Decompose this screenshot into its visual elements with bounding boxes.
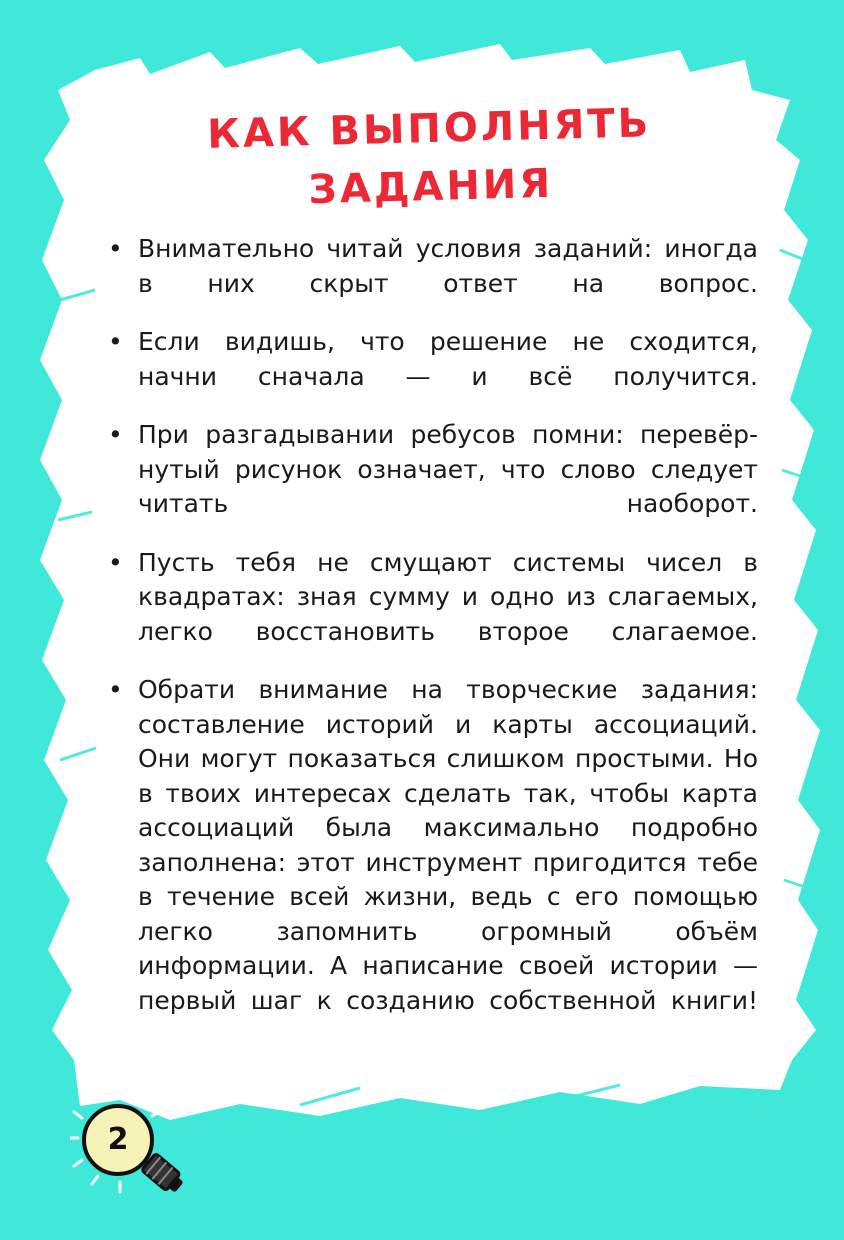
bullet-icon: • [108,675,123,704]
rule-text: Пусть тебя не смущают системы чисел в квадратах: зная сумму и одно из слагаемых, легко восстановить второе слагаемое. [138,547,758,646]
list-item [98,232,758,301]
rule-text: При разгадывании ребусов помни: перевёрнутый рисунок означает, что слово следует читать наоборот. [138,420,758,518]
list-item [98,673,758,1018]
page-title [149,93,712,224]
list-item [98,418,758,522]
bullet-icon: • [108,234,123,263]
rules-list [98,232,758,1018]
title-line-1: КАК ВЫПОЛНЯТЬ [206,100,652,158]
list-item [98,546,758,650]
title-line-2: ЗАДАНИЯ [307,160,554,214]
rule-text: Внимательно читай условия заданий: иногда в них скрыт ответ на вопрос. [138,234,758,298]
list-item [98,325,758,394]
page-number: 2 [107,1122,129,1157]
bullet-icon: • [108,420,123,449]
rule-text: Обрати внимание на творческие задания: составление историй и карты ассоциаций. Они могут показаться слишком простыми. Но в твоих интересах сделать так, чтобы карта ассоциаций была максимально подробно заполнена: этот инструмент пригодится тебе в течение всей жизни, ведь с его помощью легко запомнить огромный объём информации. А написание своей истории — первый шаг к созданию собственной книги! [138,675,758,1015]
bullet-icon: • [108,327,123,356]
rule-text: Если видишь, что решение не сходится, начни сначала — и всё получится. [138,327,758,391]
bullet-icon: • [108,547,123,577]
